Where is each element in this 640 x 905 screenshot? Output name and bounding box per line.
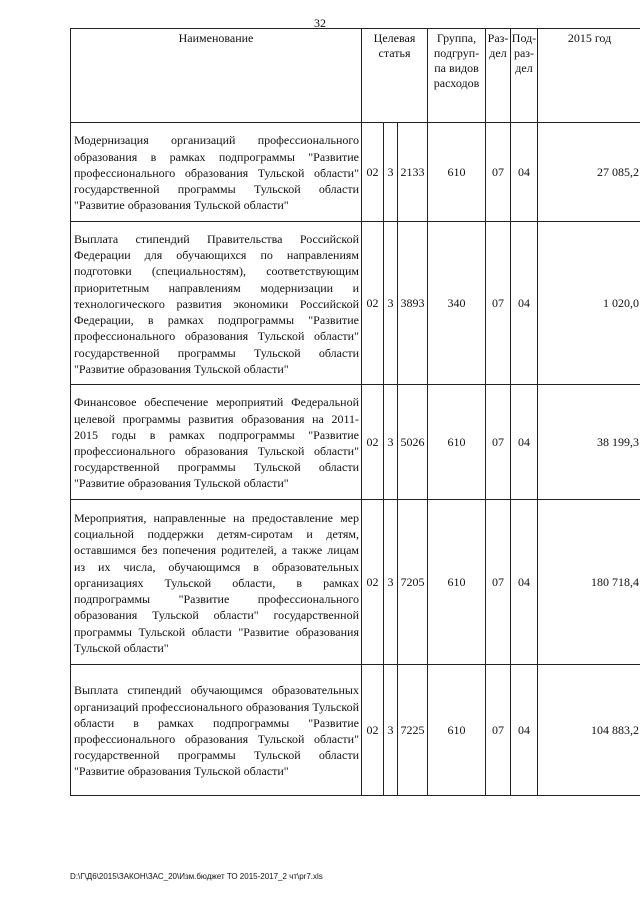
- target-code-subprogram: 3: [384, 222, 398, 385]
- header-year: 2015 год: [538, 29, 640, 123]
- subsection: 04: [511, 123, 538, 222]
- section: 07: [486, 123, 511, 222]
- amount-2015: 104 883,2: [538, 665, 640, 796]
- target-code-program: 02: [362, 385, 384, 500]
- subsection: 04: [511, 222, 538, 385]
- header-section: Раз-дел: [486, 29, 511, 123]
- amount-2015: 1 020,0: [538, 222, 640, 385]
- section: 07: [486, 665, 511, 796]
- expense-group: 610: [428, 385, 486, 500]
- table-row: [71, 665, 640, 796]
- row-name: Модернизация организаций профессионального образования в рамках подпрограммы "Развитие профессионального образования Тульской области" государственной программы Тульской области "Развитие образования Тульской области": [71, 123, 362, 222]
- table-row: [71, 123, 640, 222]
- target-code-program: 02: [362, 665, 384, 796]
- table-row: [71, 500, 640, 665]
- target-code-item: 3893: [398, 222, 428, 385]
- header-subsection: Под-раз-дел: [511, 29, 538, 123]
- section: 07: [486, 222, 511, 385]
- section: 07: [486, 385, 511, 500]
- target-code-subprogram: 3: [384, 123, 398, 222]
- amount-2015: 27 085,2: [538, 123, 640, 222]
- target-code-program: 02: [362, 123, 384, 222]
- expense-group: 610: [428, 665, 486, 796]
- row-name: Финансовое обеспечение мероприятий Федеральной целевой программы развития образования на 2011-2015 годы в рамках подпрограммы "Развитие профессионального образования Тульской области" государственной программы Тульской области "Развитие образования Тульской области": [71, 385, 362, 500]
- header-row: [71, 29, 640, 123]
- table-row: [71, 222, 640, 385]
- target-code-item: 5026: [398, 385, 428, 500]
- table-row: [71, 385, 640, 500]
- row-name: Выплата стипендий Правительства Российской Федерации для обучающихся по направлениям подготовки (специальностям), соответствующим приоритетным направлениям модернизации и технологического развития экономики Российской Федерации, в рамках подпрограммы "Развитие профессионального образования Тульской области" государственной программы Тульской области "Развитие образования Тульской области": [71, 222, 362, 385]
- header-target-article: Целевая статья: [362, 29, 428, 123]
- row-name: Выплата стипендий обучающимся образовательных организаций профессионального образования Тульской области в рамках подпрограммы "Развитие профессионального образования Тульской области" государственной программы Тульской области "Развитие образования Тульской области": [71, 665, 362, 796]
- budget-table: [70, 28, 640, 796]
- row-name: Мероприятия, направленные на предоставление мер социальной поддержки детям-сиротам и детям, оставшимся без попечения родителей, а также лицам из их числа, обучающимся в образовательных организациях Тульской области, в рамках подпрограммы "Развитие профессионального образования Тульской области" государственной программы Тульской области "Развитие образования Тульской области": [71, 500, 362, 665]
- page-number: 32: [314, 16, 326, 30]
- amount-2015: 180 718,4: [538, 500, 640, 665]
- expense-group: 610: [428, 500, 486, 665]
- target-code-program: 02: [362, 500, 384, 665]
- target-code-subprogram: 3: [384, 385, 398, 500]
- section: 07: [486, 500, 511, 665]
- target-code-item: 2133: [398, 123, 428, 222]
- target-code-item: 7205: [398, 500, 428, 665]
- target-code-subprogram: 3: [384, 665, 398, 796]
- subsection: 04: [511, 385, 538, 500]
- expense-group: 340: [428, 222, 486, 385]
- target-code-program: 02: [362, 222, 384, 385]
- file-path-footer: D:\Г\Д6\2015\ЗАКОН\ЗАС_20\Изм.бюджет ТО 2015-2017_2 чт\pr7.xls: [70, 872, 323, 881]
- expense-group: 610: [428, 123, 486, 222]
- subsection: 04: [511, 500, 538, 665]
- subsection: 04: [511, 665, 538, 796]
- header-name: Наименование: [71, 29, 362, 123]
- amount-2015: 38 199,3: [538, 385, 640, 500]
- target-code-item: 7225: [398, 665, 428, 796]
- target-code-subprogram: 3: [384, 500, 398, 665]
- header-expense-group: Группа, подгруп-па видов расходов: [428, 29, 486, 123]
